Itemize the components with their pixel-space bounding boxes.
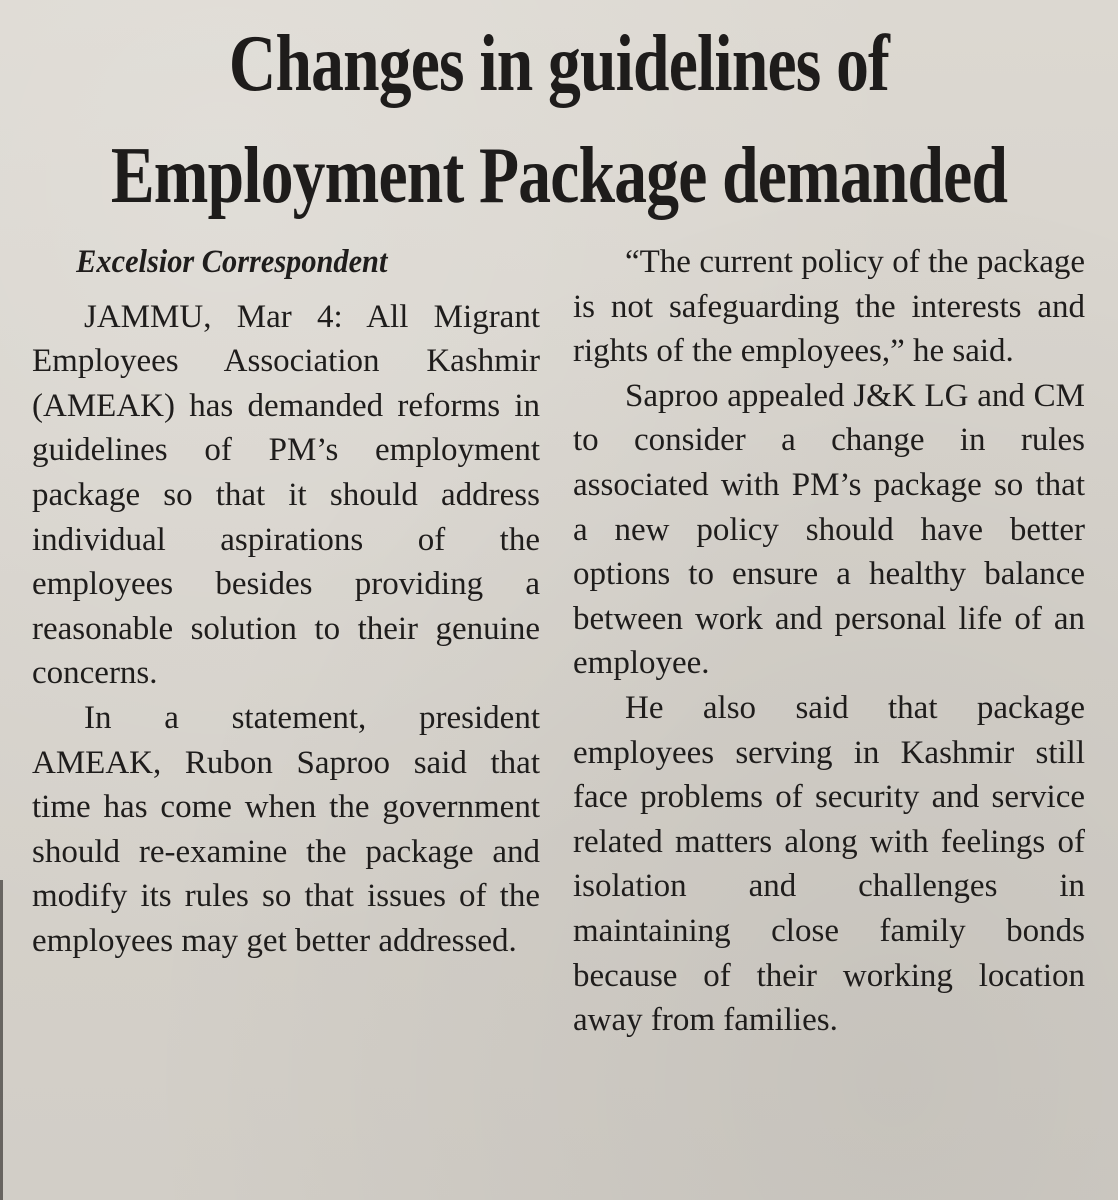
headline-line-2: Employment Package demanded (110, 132, 1008, 220)
byline: Excelsior Correspondent (76, 244, 388, 280)
paragraph-statement: In a statement, president AMEAK, Rubon Saproo said that time has come when the government should re-examine the package and modify its rules so that issues of the employees may get better addressed. (32, 699, 540, 959)
left-column (32, 240, 540, 964)
paragraph-quote: “The current policy of the package is not safeguarding the interests and rights of the employees,” he said. (573, 244, 1085, 370)
paragraph-appeal: Saproo appealed J&K LG and CM to consider a change in rules associated with PM’s package so that a new policy should have better options to ensure a healthy balance between work and personal life of an employee. (573, 377, 1085, 682)
paragraph-problems: He also said that package employees serving in Kashmir still face problems of security and service related matters along with feelings of isolation and challenges in maintaining close family bonds because of their working location away from families. (573, 689, 1085, 1039)
column-rule (0, 880, 3, 1200)
paragraph-intro: JAMMU, Mar 4: All Migrant Employees Association Kashmir (AMEAK) has demanded reforms in guidelines of PM’s employment package so that it should address individual aspirations of the employees besides providing a reasonable solution to their genuine concerns. (32, 298, 540, 692)
article-headline (101, 8, 1018, 232)
right-column (573, 240, 1085, 1043)
headline-line-1: Changes in guidelines of (228, 20, 890, 108)
